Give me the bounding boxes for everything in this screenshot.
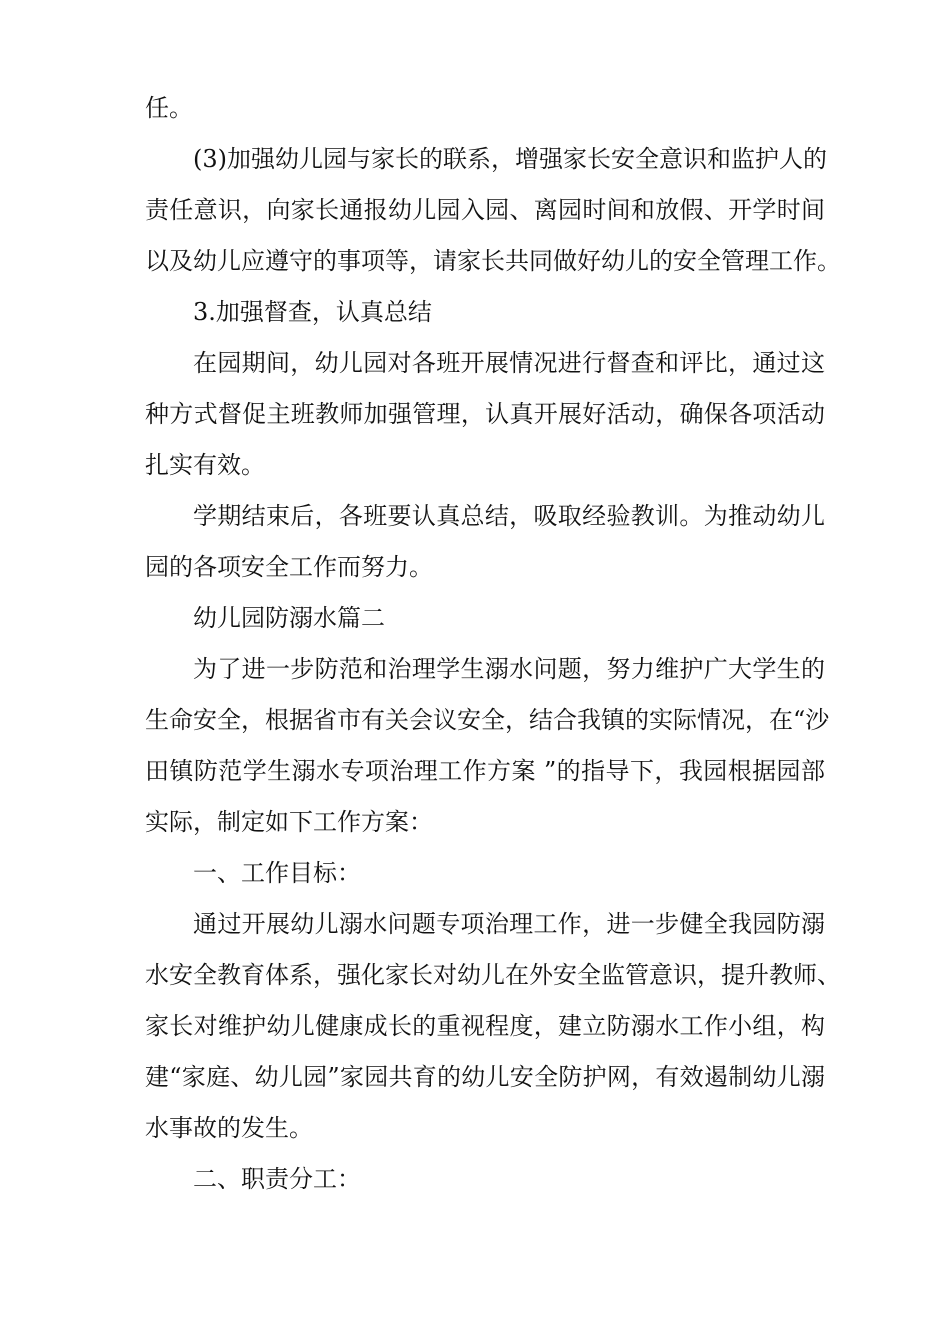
section-heading: 3.加强督查，认真总结 bbox=[193, 298, 432, 326]
text-line: 实际，制定如下工作方案： bbox=[145, 808, 433, 836]
text-line: 在园期间，幼儿园对各班开展情况进行督查和评比，通过这 bbox=[193, 349, 825, 377]
text-line: 水事故的发生。 bbox=[145, 1114, 313, 1142]
text-line: 园的各项安全工作而努力。 bbox=[145, 553, 433, 581]
text-line: 以及幼儿应遵守的事项等，请家长共同做好幼儿的安全管理工作。 bbox=[145, 247, 841, 275]
text-line: 水安全教育体系，强化家长对幼儿在外安全监管意识，提升教师、 bbox=[145, 961, 841, 989]
text-line: 学期结束后，各班要认真总结，吸取经验教训。为推动幼儿 bbox=[193, 502, 825, 530]
section-heading: 二、职责分工： bbox=[193, 1165, 361, 1193]
text-line: 为了进一步防范和治理学生溺水问题，努力维护广大学生的 bbox=[193, 655, 825, 683]
text-line: 扎实有效。 bbox=[145, 451, 265, 479]
text-line: 生命安全，根据省市有关会议安全，结合我镇的实际情况，在“沙 bbox=[145, 706, 830, 734]
text-line: 建“家庭、幼儿园”家园共育的幼儿安全防护网，有效遏制幼儿溺 bbox=[145, 1063, 825, 1091]
section-title: 幼儿园防溺水篇二 bbox=[193, 604, 385, 632]
text-line: 任。 bbox=[145, 94, 193, 122]
section-heading: 一、工作目标： bbox=[193, 859, 361, 887]
text-line: 通过开展幼儿溺水问题专项治理工作，进一步健全我园防溺 bbox=[193, 910, 825, 938]
text-line: 田镇防范学生溺水专项治理工作方案 ”的指导下，我园根据园部 bbox=[145, 757, 825, 785]
text-line: 责任意识，向家长通报幼儿园入园、离园时间和放假、开学时间 bbox=[145, 196, 825, 224]
text-line: 种方式督促主班教师加强管理，认真开展好活动，确保各项活动 bbox=[145, 400, 825, 428]
document-body bbox=[145, 83, 841, 1205]
text-line: 家长对维护幼儿健康成长的重视程度，建立防溺水工作小组，构 bbox=[145, 1012, 825, 1040]
text-line: (3)加强幼儿园与家长的联系，增强家长安全意识和监护人的 bbox=[193, 145, 827, 173]
